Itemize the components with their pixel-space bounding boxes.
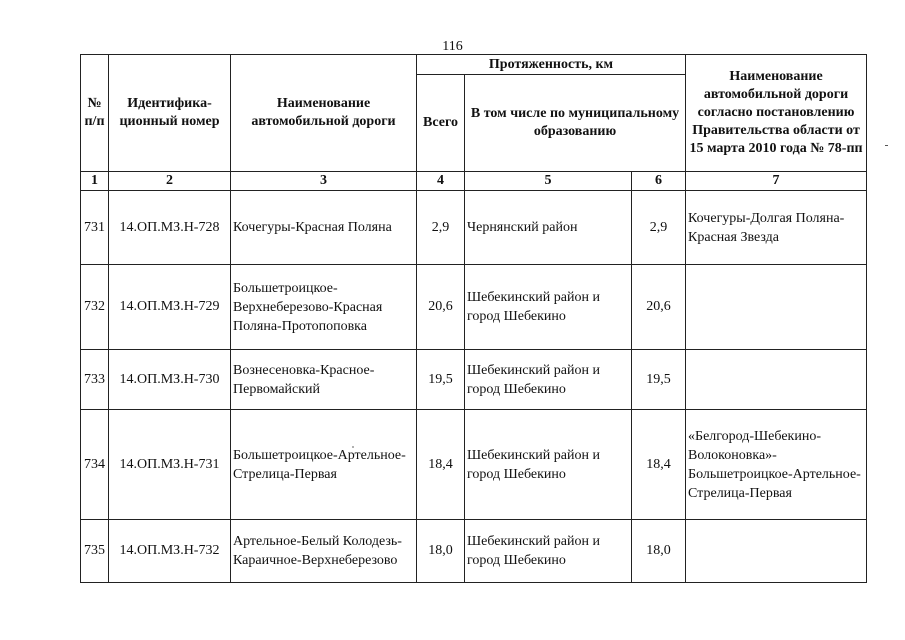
municipality-length: 20,6 xyxy=(632,265,686,350)
total-length: 2,9 xyxy=(417,191,465,265)
municipality-length: 18,4 xyxy=(632,410,686,520)
table-row xyxy=(81,410,867,520)
total-length: 20,6 xyxy=(417,265,465,350)
road-id: 14.ОП.МЗ.Н-732 xyxy=(109,520,231,583)
row-number: 732 xyxy=(81,265,109,350)
header-col-resolution: Наименование автомобильной дороги согласно постановлению Правительства области от 15 марта 2010 года № 78-пп xyxy=(686,55,867,172)
scan-mark xyxy=(885,145,888,146)
header-col-no: № п/п xyxy=(81,55,109,172)
road-id: 14.ОП.МЗ.Н-731 xyxy=(109,410,231,520)
road-name: Артельное-Белый Колодезь-Караичное-Верхнеберезово xyxy=(231,520,417,583)
table-row xyxy=(81,350,867,410)
roads-table xyxy=(80,54,867,583)
municipality-length: 2,9 xyxy=(632,191,686,265)
total-length: 18,4 xyxy=(417,410,465,520)
resolution-name: «Белгород-Шебекино-Волоконовка»-Большетроицкое-Артельное-Стрелица-Первая xyxy=(686,410,867,520)
road-name: Большетроицкое-Верхнеберезово-Красная Поляна-Протопоповка xyxy=(231,265,417,350)
header-col-length: Протяженность, км xyxy=(417,55,686,75)
scan-speck xyxy=(352,446,354,448)
total-length: 18,0 xyxy=(417,520,465,583)
road-id: 14.ОП.МЗ.Н-730 xyxy=(109,350,231,410)
table-row xyxy=(81,191,867,265)
page-number: 116 xyxy=(442,39,463,54)
header-col-id: Идентифика-ционный номер xyxy=(109,55,231,172)
municipality: Шебекинский район и город Шебекино xyxy=(465,265,632,350)
municipality: Шебекинский район и город Шебекино xyxy=(465,410,632,520)
road-name: Кочегуры-Красная Поляна xyxy=(231,191,417,265)
column-number: 6 xyxy=(632,172,686,191)
road-id: 14.ОП.МЗ.Н-729 xyxy=(109,265,231,350)
row-number: 731 xyxy=(81,191,109,265)
resolution-name xyxy=(686,520,867,583)
column-number-row xyxy=(81,172,867,191)
header-row-1 xyxy=(81,55,867,75)
road-name: Вознесеновка-Красное-Первомайский xyxy=(231,350,417,410)
column-number: 3 xyxy=(231,172,417,191)
resolution-name xyxy=(686,265,867,350)
resolution-name: Кочегуры-Долгая Поляна-Красная Звезда xyxy=(686,191,867,265)
municipality: Чернянский район xyxy=(465,191,632,265)
row-number: 735 xyxy=(81,520,109,583)
municipality: Шебекинский район и город Шебекино xyxy=(465,520,632,583)
table-row xyxy=(81,520,867,583)
municipality: Шебекинский район и город Шебекино xyxy=(465,350,632,410)
road-name: Большетроицкое-Артельное-Стрелица-Первая xyxy=(231,410,417,520)
header-col-including: В том числе по муниципальному образованию xyxy=(465,75,686,172)
header-col-total: Всего xyxy=(417,75,465,172)
column-number: 2 xyxy=(109,172,231,191)
row-number: 733 xyxy=(81,350,109,410)
resolution-name xyxy=(686,350,867,410)
column-number: 7 xyxy=(686,172,867,191)
column-number: 5 xyxy=(465,172,632,191)
header-col-name: Наименование автомобильной дороги xyxy=(231,55,417,172)
road-id: 14.ОП.МЗ.Н-728 xyxy=(109,191,231,265)
municipality-length: 18,0 xyxy=(632,520,686,583)
row-number: 734 xyxy=(81,410,109,520)
municipality-length: 19,5 xyxy=(632,350,686,410)
total-length: 19,5 xyxy=(417,350,465,410)
table-row xyxy=(81,265,867,350)
column-number: 4 xyxy=(417,172,465,191)
column-number: 1 xyxy=(81,172,109,191)
